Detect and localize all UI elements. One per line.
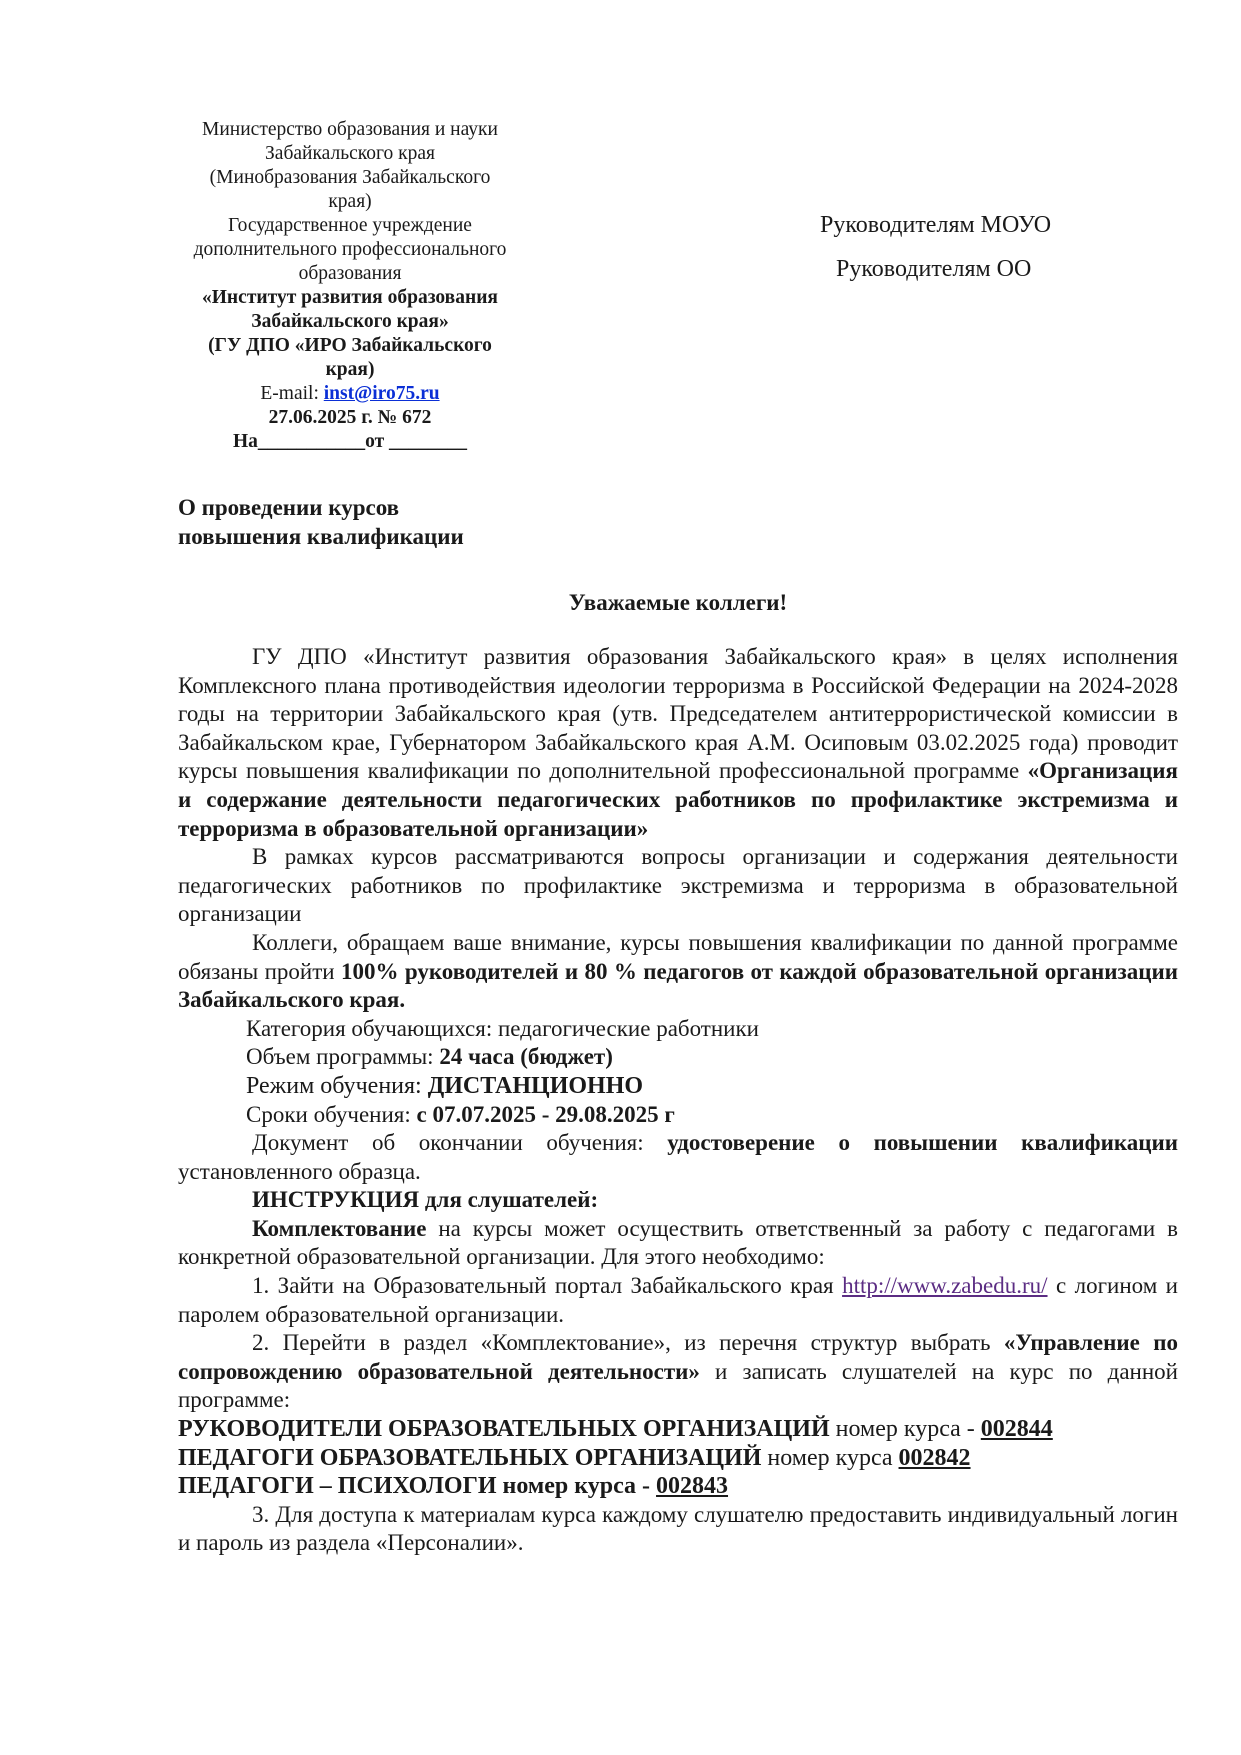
header-line: дополнительного профессионального [193, 239, 507, 260]
course-label: номер курса - [829, 1416, 981, 1443]
document-label: Документ об окончании обучения: [252, 1130, 668, 1156]
reference-line: На___________от ________ [232, 431, 468, 452]
header-line: края) [328, 191, 372, 212]
header-line: образования [298, 263, 402, 284]
staffing-bold: Комплектование [252, 1215, 427, 1241]
paragraph-intro [178, 643, 1178, 843]
course-group: ПЕДАГОГИ – ПСИХОЛОГИ номер курса - [178, 1473, 657, 1500]
document-tail: установленного образца. [178, 1158, 421, 1184]
header-line: Забайкальского края [265, 143, 435, 164]
terms-line [178, 1101, 1178, 1130]
institute-abbr: края) [325, 359, 375, 380]
staffing-paragraph [178, 1215, 1178, 1272]
step-1-text: 1. Зайти на Образовательный портал Забайкальского края [252, 1273, 843, 1299]
course-line [178, 1472, 1178, 1501]
program-title: «Организация и содержание деятельности педагогических работников по профилактике экстремизма и терроризма в образовательной организации» [178, 758, 1178, 841]
course-label: номер курса [761, 1444, 899, 1471]
mode-label: Режим обучения: [246, 1072, 428, 1099]
paragraph-notice [178, 929, 1178, 1015]
document-value: удостоверение о повышении квалификации [667, 1130, 1178, 1156]
course-group: ПЕДАГОГИ ОБРАЗОВАТЕЛЬНЫХ ОРГАНИЗАЦИЙ [178, 1444, 762, 1471]
course-number: 002843 [656, 1473, 729, 1500]
notice-text: Коллеги, обращаем ваше внимание, курсы повышения квалификации по данной программе обязаны пройти [178, 929, 1178, 984]
course-number: 002842 [898, 1444, 971, 1471]
email-link[interactable]: inst@iro75.ru [323, 383, 440, 404]
subject-line: О проведении курсов [178, 495, 400, 520]
mode-value: ДИСТАНЦИОННО [427, 1072, 644, 1099]
staffing-text: на курсы может осуществить ответственный за работу с педагогами в конкретной образовательной организации. Для этого необходимо: [178, 1215, 1178, 1270]
volume-label: Объем программы: [246, 1044, 440, 1070]
terms-value: с 07.07.2025 - 29.08.2025 г [416, 1101, 675, 1127]
institute-abbr: (ГУ ДПО «ИРО Забайкальского [208, 335, 492, 356]
step-2-text: 2. Перейти в раздел «Комплектование», из перечня структур выбрать [252, 1330, 1004, 1356]
addressees [820, 203, 1051, 291]
addressee: Руководителям МОУО [820, 212, 1052, 238]
step-3: 3. Для доступа к материалам курса каждому слушателю предоставить индивидуальный логин и пароль из раздела «Персоналии». [178, 1501, 1178, 1556]
volume-line [178, 1043, 1178, 1072]
header-line: Государственное учреждение [228, 215, 472, 236]
sender-header [170, 118, 530, 454]
instruction-heading [178, 1186, 1178, 1215]
email-line [170, 382, 530, 406]
portal-link[interactable]: http://www.zabedu.ru/ [842, 1273, 1048, 1299]
instruction-bold: ИНСТРУКЦИЯ [252, 1187, 420, 1213]
institute-name: «Институт развития образования [202, 287, 498, 308]
step-1 [178, 1272, 1178, 1329]
letter-body [178, 643, 1178, 1558]
document-line [178, 1129, 1178, 1186]
header-line: Министерство образования и науки [202, 119, 498, 140]
institute-name: Забайкальского края» [251, 311, 449, 332]
addressee: Руководителям ОО [836, 256, 1032, 282]
step-2-bold: «Управление по сопровождению образовательной деятельности» [178, 1330, 1178, 1384]
date-number: 27.06.2025 г. № 672 [268, 407, 432, 428]
course-number: 002844 [980, 1416, 1053, 1443]
course-line [178, 1415, 1178, 1444]
course-group: РУКОВОДИТЕЛИ ОБРАЗОВАТЕЛЬНЫХ ОРГАНИЗАЦИЙ [178, 1416, 830, 1443]
step-2-tail: и записать слушателей на курс по данной программе: [178, 1358, 1178, 1413]
volume-value: 24 часа (бюджет) [439, 1044, 613, 1070]
intro-text: ГУ ДПО «Институт развития образования Забайкальского края» в целях исполнения Комплексного плана противодействия идеологии терроризма в Российской Федерации на 2024-2028 годы на территории Забайкальского края (утв. Председателем антитеррористической комиссии в Забайкальском крае, Губернатором Забайкальского края А.М. Осиповым 03.02.2025 года) проводит курсы повышения квалификации по дополнительной профессиональной программе [178, 644, 1178, 784]
step-2 [178, 1329, 1178, 1415]
paragraph-topics: В рамках курсов рассматриваются вопросы организации и содержания деятельности педагогических работников по профилактике экстремизма и терроризма в образовательной организации [178, 844, 1178, 927]
subject [178, 493, 464, 551]
category-line: Категория обучающихся: педагогические работники [246, 1015, 759, 1041]
header-line: (Минобразования Забайкальского [209, 167, 491, 188]
subject-line: повышения квалификации [178, 524, 464, 549]
email-label: E-mail: [260, 383, 324, 404]
course-line [178, 1444, 1178, 1473]
instruction-rest: для слушателей: [419, 1187, 599, 1213]
step-1-tail: с логином и паролем образовательной организации. [178, 1273, 1178, 1327]
greeting: Уважаемые коллеги! [568, 590, 788, 615]
notice-bold: 100% руководителей и 80 % педагогов от каждой образовательной организации Забайкальского края. [178, 958, 1178, 1013]
terms-label: Сроки обучения: [246, 1101, 417, 1127]
mode-line [178, 1072, 1178, 1101]
